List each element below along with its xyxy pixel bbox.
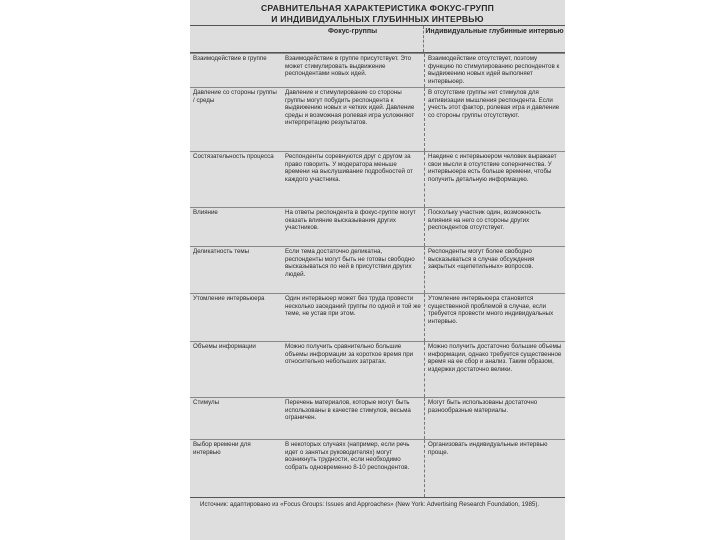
scanned-page (190, 0, 565, 540)
table-row (190, 247, 565, 294)
focus-cell: Давление и стимулирование со стороны группы могут побудить респондента к выдвижению новых и четких идей. Давление среды и возможная ролевая игра усложняют интерпретацию результатов. (282, 88, 425, 152)
source-note: Источник: адаптировано из «Focus Groups: Issues and Approaches» (New York: Advertising Research Foundation, 1985). (190, 497, 565, 509)
focus-cell: В некоторых случаях (например, если речь идет о занятых руководителях) могут возникнуть трудности, если необходимо собрать одновременно 8-10 респондентов. (282, 440, 425, 497)
interview-cell: Могут быть использованы достаточно разнообразные материалы. (425, 398, 566, 440)
row-label: Деликатность темы (190, 247, 282, 294)
table-row (190, 208, 565, 247)
interview-cell: Взаимодействие отсутствует, поэтому функцию по стимулированию респондентов к выдвижению новых идей выполняет интервьюер. (425, 54, 566, 88)
title-line-2: И ИНДИВИДУАЛЬНЫХ ГЛУБИННЫХ ИНТЕРВЬЮ (271, 13, 484, 24)
table-header (190, 25, 565, 53)
header-interviews: Индивидуальные глубинные интервью (423, 26, 565, 52)
interview-cell: В отсутствие группы нет стимулов для активизации мышления респондента. Если учесть этот фактор, ролевая игра и давление со стороны группы отсутствуют. (425, 88, 566, 152)
page-title (190, 0, 565, 25)
title-line-1: СРАВНИТЕЛЬНАЯ ХАРАКТЕРИСТИКА ФОКУС-ГРУПП (261, 3, 494, 13)
comparison-table (190, 53, 565, 497)
focus-cell: Взаимодействие в группе присутствует. Это может стимулировать выдвижение респондентами новых идей. (282, 54, 425, 88)
focus-cell: Перечень материалов, которые могут быть использованы в качестве стимулов, весьма ограничен. (282, 398, 425, 440)
table-row (190, 88, 565, 152)
row-label: Стимулы (190, 398, 282, 440)
row-label: Объемы информации (190, 342, 282, 398)
table-row (190, 152, 565, 208)
table-row (190, 342, 565, 398)
table-row (190, 294, 565, 342)
table-row (190, 54, 565, 88)
interview-cell: Респонденты могут более свободно высказываться в случае обсуждения закрытых «щепетильных» вопросов. (425, 247, 566, 294)
table-row (190, 398, 565, 440)
interview-cell: Можно получить достаточно большие объемы информации, однако требуется существенное время на ее сбор и анализ. Таким образом, издержки достаточно велики. (425, 342, 566, 398)
interview-cell: Наедине с интервьюером человек выражает свои мысли в отсутствие соперничества. У интервьюера есть больше времени, чтобы получить детальную информацию. (425, 152, 566, 208)
table-row (190, 440, 565, 497)
row-label: Выбор времени для интервью (190, 440, 282, 497)
interview-cell: Организовать индивидуальные интервью проще. (425, 440, 566, 497)
focus-cell: На ответы респондента в фокус-группе могут оказать влияние высказывания других участников. (282, 208, 425, 247)
focus-cell: Респонденты соревнуются друг с другом за право говорить. У модератора меньше времени на выслушивание подробностей от каждого участника. (282, 152, 425, 208)
focus-cell: Если тема достаточно деликатна, респонденты могут быть не готовы свободно высказываться по ней в присутствии других людей. (282, 247, 425, 294)
row-label: Утомление интервьюера (190, 294, 282, 342)
focus-cell: Можно получить сравнительно большие объемы информации за короткое время при относительно небольших затратах. (282, 342, 425, 398)
interview-cell: Поскольку участник один, возможность влияния на него со стороны других респондентов отсутствует. (425, 208, 566, 247)
header-blank (190, 26, 282, 52)
interview-cell: Утомление интервьюера становится существенной проблемой в случае, если требуется провести много индивидуальных интервью. (425, 294, 566, 342)
row-label: Взаимодействие в группе (190, 54, 282, 88)
row-label: Состязательность процесса (190, 152, 282, 208)
focus-cell: Один интервьюер может без труда провести несколько заседаний группы по одной и той же теме, не устав при этом. (282, 294, 425, 342)
row-label: Давление со стороны группы / среды (190, 88, 282, 152)
header-focus-groups: Фокус-группы (327, 28, 378, 35)
row-label: Влияние (190, 208, 282, 247)
